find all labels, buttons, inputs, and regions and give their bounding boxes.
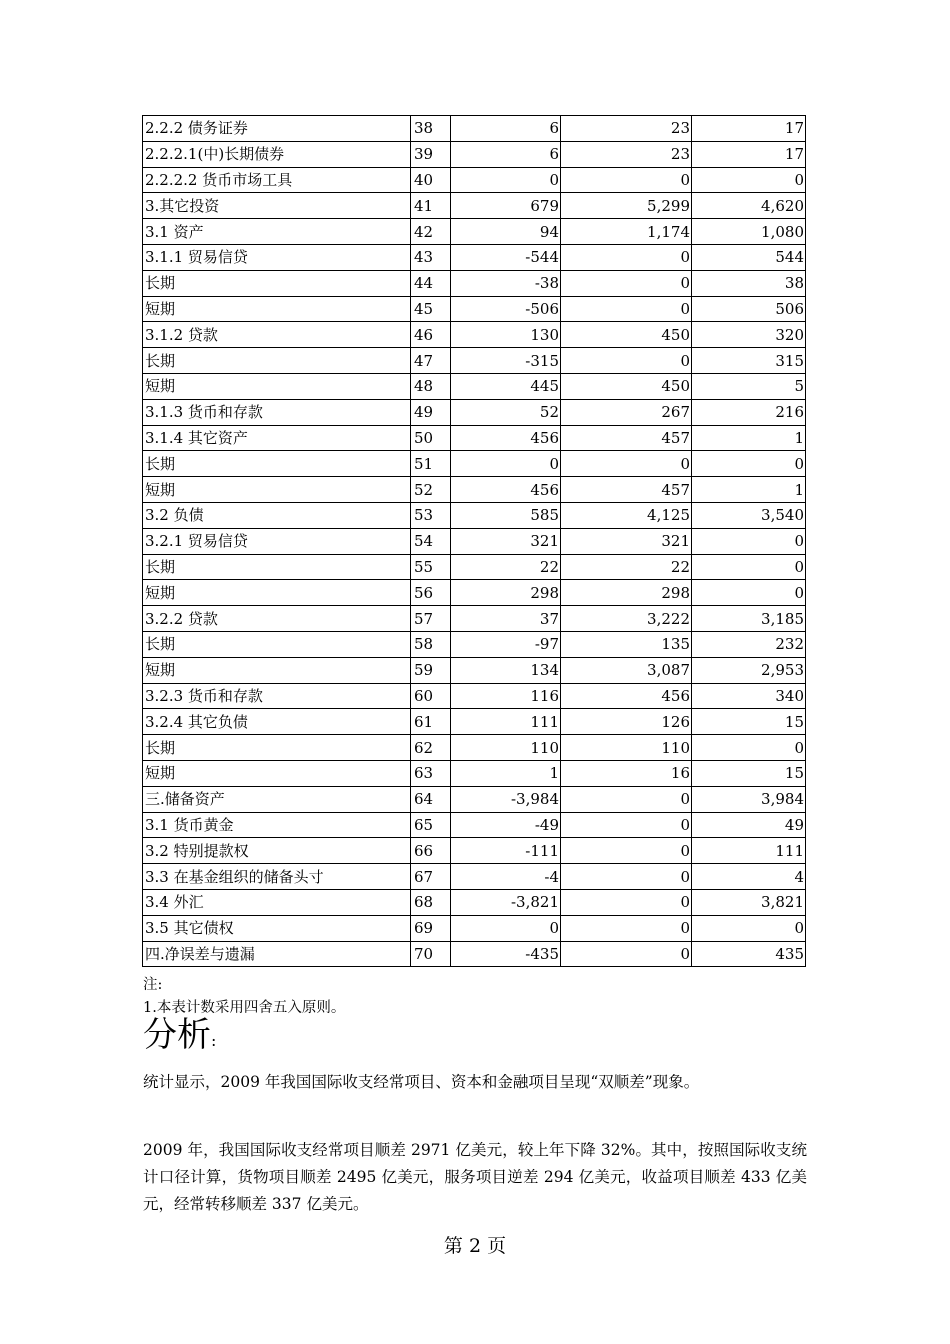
- table-row: [143, 193, 806, 219]
- debit-value-cell: 340: [692, 683, 806, 709]
- line-number-cell: 57: [411, 606, 451, 632]
- debit-value-cell: 5: [692, 373, 806, 399]
- table-row: [143, 528, 806, 554]
- line-number-cell: 49: [411, 399, 451, 425]
- credit-value-cell: 22: [561, 554, 692, 580]
- notes-label: 注:: [143, 977, 163, 993]
- debit-value-cell: 315: [692, 348, 806, 374]
- credit-value-cell: 0: [561, 244, 692, 270]
- debit-value-cell: 1,080: [692, 219, 806, 245]
- credit-value-cell: 457: [561, 425, 692, 451]
- credit-value-cell: 5,299: [561, 193, 692, 219]
- line-number-cell: 54: [411, 528, 451, 554]
- credit-value-cell: 3,222: [561, 606, 692, 632]
- table-row: [143, 786, 806, 812]
- debit-value-cell: 1: [692, 477, 806, 503]
- debit-value-cell: 38: [692, 270, 806, 296]
- item-name-cell: 3.2 特别提款权: [143, 838, 411, 864]
- line-number-cell: 58: [411, 631, 451, 657]
- credit-value-cell: 0: [561, 864, 692, 890]
- debit-value-cell: 0: [692, 528, 806, 554]
- credit-value-cell: 0: [561, 451, 692, 477]
- net-value-cell: 6: [451, 116, 561, 142]
- debit-value-cell: 544: [692, 244, 806, 270]
- net-value-cell: -544: [451, 244, 561, 270]
- table-row: [143, 915, 806, 941]
- net-value-cell: -38: [451, 270, 561, 296]
- table-row: [143, 244, 806, 270]
- item-name-cell: 3.1.2 贷款: [143, 322, 411, 348]
- debit-value-cell: 506: [692, 296, 806, 322]
- net-value-cell: 298: [451, 580, 561, 606]
- item-name-cell: 3.其它投资: [143, 193, 411, 219]
- net-value-cell: 111: [451, 709, 561, 735]
- table-row: [143, 812, 806, 838]
- table-row: [143, 554, 806, 580]
- line-number-cell: 50: [411, 425, 451, 451]
- table-row: [143, 606, 806, 632]
- line-number-cell: 45: [411, 296, 451, 322]
- analysis-heading: [143, 1015, 216, 1061]
- item-name-cell: 长期: [143, 348, 411, 374]
- notes-block: [143, 974, 345, 1020]
- debit-value-cell: 15: [692, 709, 806, 735]
- net-value-cell: 94: [451, 219, 561, 245]
- credit-value-cell: 450: [561, 322, 692, 348]
- net-value-cell: 52: [451, 399, 561, 425]
- line-number-cell: 68: [411, 889, 451, 915]
- debit-value-cell: 435: [692, 941, 806, 967]
- net-value-cell: 6: [451, 141, 561, 167]
- line-number-cell: 63: [411, 760, 451, 786]
- item-name-cell: 短期: [143, 760, 411, 786]
- table-row: [143, 399, 806, 425]
- table-row: [143, 116, 806, 142]
- item-name-cell: 3.1.4 其它资产: [143, 425, 411, 451]
- item-name-cell: 3.4 外汇: [143, 889, 411, 915]
- net-value-cell: 679: [451, 193, 561, 219]
- table-row: [143, 683, 806, 709]
- debit-value-cell: 1: [692, 425, 806, 451]
- line-number-cell: 42: [411, 219, 451, 245]
- item-name-cell: 3.1.1 贸易信贷: [143, 244, 411, 270]
- item-name-cell: 3.5 其它债权: [143, 915, 411, 941]
- table-row: [143, 889, 806, 915]
- net-value-cell: 445: [451, 373, 561, 399]
- item-name-cell: 3.2.2 贷款: [143, 606, 411, 632]
- line-number-cell: 51: [411, 451, 451, 477]
- debit-value-cell: 3,540: [692, 502, 806, 528]
- credit-value-cell: 0: [561, 941, 692, 967]
- credit-value-cell: 0: [561, 270, 692, 296]
- credit-value-cell: 0: [561, 889, 692, 915]
- debit-value-cell: 0: [692, 735, 806, 761]
- item-name-cell: 短期: [143, 477, 411, 503]
- debit-value-cell: 320: [692, 322, 806, 348]
- credit-value-cell: 1,174: [561, 219, 692, 245]
- line-number-cell: 48: [411, 373, 451, 399]
- debit-value-cell: 111: [692, 838, 806, 864]
- credit-value-cell: 0: [561, 786, 692, 812]
- net-value-cell: 22: [451, 554, 561, 580]
- net-value-cell: -4: [451, 864, 561, 890]
- net-value-cell: 130: [451, 322, 561, 348]
- item-name-cell: 四.净误差与遗漏: [143, 941, 411, 967]
- net-value-cell: -111: [451, 838, 561, 864]
- table-row: [143, 477, 806, 503]
- table-row: [143, 941, 806, 967]
- line-number-cell: 46: [411, 322, 451, 348]
- net-value-cell: -435: [451, 941, 561, 967]
- table-row: [143, 709, 806, 735]
- debit-value-cell: 2,953: [692, 657, 806, 683]
- debit-value-cell: 17: [692, 141, 806, 167]
- debit-value-cell: 0: [692, 915, 806, 941]
- table-row: [143, 502, 806, 528]
- debit-value-cell: 15: [692, 760, 806, 786]
- item-name-cell: 短期: [143, 373, 411, 399]
- credit-value-cell: 456: [561, 683, 692, 709]
- credit-value-cell: 298: [561, 580, 692, 606]
- net-value-cell: -506: [451, 296, 561, 322]
- credit-value-cell: 3,087: [561, 657, 692, 683]
- line-number-cell: 38: [411, 116, 451, 142]
- net-value-cell: -315: [451, 348, 561, 374]
- table-row: [143, 296, 806, 322]
- page-number: 第 2 页: [443, 1235, 507, 1257]
- item-name-cell: 短期: [143, 580, 411, 606]
- balance-of-payments-table: [142, 115, 806, 967]
- credit-value-cell: 23: [561, 116, 692, 142]
- credit-value-cell: 0: [561, 915, 692, 941]
- credit-value-cell: 0: [561, 812, 692, 838]
- item-name-cell: 2.2.2 债务证券: [143, 116, 411, 142]
- debit-value-cell: 3,984: [692, 786, 806, 812]
- debit-value-cell: 0: [692, 167, 806, 193]
- item-name-cell: 2.2.2.2 货币市场工具: [143, 167, 411, 193]
- net-value-cell: 456: [451, 477, 561, 503]
- net-value-cell: -3,984: [451, 786, 561, 812]
- item-name-cell: 2.2.2.1(中)长期债券: [143, 141, 411, 167]
- credit-value-cell: 457: [561, 477, 692, 503]
- debit-value-cell: 0: [692, 580, 806, 606]
- item-name-cell: 长期: [143, 631, 411, 657]
- credit-value-cell: 0: [561, 838, 692, 864]
- net-value-cell: -3,821: [451, 889, 561, 915]
- net-value-cell: -49: [451, 812, 561, 838]
- item-name-cell: 三.储备资产: [143, 786, 411, 812]
- line-number-cell: 43: [411, 244, 451, 270]
- line-number-cell: 69: [411, 915, 451, 941]
- line-number-cell: 61: [411, 709, 451, 735]
- item-name-cell: 长期: [143, 270, 411, 296]
- credit-value-cell: 135: [561, 631, 692, 657]
- table-row: [143, 141, 806, 167]
- table-row: [143, 838, 806, 864]
- net-value-cell: 0: [451, 167, 561, 193]
- line-number-cell: 64: [411, 786, 451, 812]
- credit-value-cell: 126: [561, 709, 692, 735]
- credit-value-cell: 0: [561, 348, 692, 374]
- table-row: [143, 864, 806, 890]
- line-number-cell: 53: [411, 502, 451, 528]
- net-value-cell: 456: [451, 425, 561, 451]
- line-number-cell: 66: [411, 838, 451, 864]
- line-number-cell: 65: [411, 812, 451, 838]
- line-number-cell: 52: [411, 477, 451, 503]
- table-row: [143, 580, 806, 606]
- item-name-cell: 3.1 资产: [143, 219, 411, 245]
- debit-value-cell: 4,620: [692, 193, 806, 219]
- credit-value-cell: 4,125: [561, 502, 692, 528]
- debit-value-cell: 4: [692, 864, 806, 890]
- item-name-cell: 3.1.3 货币和存款: [143, 399, 411, 425]
- net-value-cell: 116: [451, 683, 561, 709]
- analysis-paragraph-2: 2009 年，我国国际收支经常项目顺差 2971 亿美元，较上年下降 32%。其中，按照国际收支统计口径计算，货物项目顺差 2495 亿美元，服务项目逆差 294 亿美元，收益项目顺差 433 亿美元，经常转移顺差 337 亿美元。: [143, 1141, 807, 1213]
- note-item: 1.本表计数采用四舍五入原则。: [143, 1000, 346, 1016]
- table-row: [143, 373, 806, 399]
- item-name-cell: 3.2.1 贸易信贷: [143, 528, 411, 554]
- table-row: [143, 657, 806, 683]
- line-number-cell: 56: [411, 580, 451, 606]
- credit-value-cell: 450: [561, 373, 692, 399]
- credit-value-cell: 110: [561, 735, 692, 761]
- debit-value-cell: 216: [692, 399, 806, 425]
- table-row: [143, 760, 806, 786]
- table-body: [143, 116, 806, 967]
- credit-value-cell: 321: [561, 528, 692, 554]
- item-name-cell: 3.2 负债: [143, 502, 411, 528]
- line-number-cell: 59: [411, 657, 451, 683]
- credit-value-cell: 16: [561, 760, 692, 786]
- line-number-cell: 55: [411, 554, 451, 580]
- item-name-cell: 3.3 在基金组织的储备头寸: [143, 864, 411, 890]
- debit-value-cell: 0: [692, 451, 806, 477]
- item-name-cell: 长期: [143, 451, 411, 477]
- line-number-cell: 60: [411, 683, 451, 709]
- debit-value-cell: 3,185: [692, 606, 806, 632]
- table-row: [143, 167, 806, 193]
- line-number-cell: 62: [411, 735, 451, 761]
- item-name-cell: 3.2.4 其它负债: [143, 709, 411, 735]
- item-name-cell: 长期: [143, 554, 411, 580]
- table-row: [143, 270, 806, 296]
- item-name-cell: 3.1 货币黄金: [143, 812, 411, 838]
- debit-value-cell: 49: [692, 812, 806, 838]
- net-value-cell: 1: [451, 760, 561, 786]
- item-name-cell: 3.2.3 货币和存款: [143, 683, 411, 709]
- table-row: [143, 631, 806, 657]
- debit-value-cell: 0: [692, 554, 806, 580]
- credit-value-cell: 23: [561, 141, 692, 167]
- credit-value-cell: 267: [561, 399, 692, 425]
- table-row: [143, 425, 806, 451]
- credit-value-cell: 0: [561, 167, 692, 193]
- item-name-cell: 短期: [143, 657, 411, 683]
- analysis-title-colon: :: [211, 1031, 217, 1050]
- credit-value-cell: 0: [561, 296, 692, 322]
- debit-value-cell: 17: [692, 116, 806, 142]
- net-value-cell: -97: [451, 631, 561, 657]
- line-number-cell: 41: [411, 193, 451, 219]
- net-value-cell: 37: [451, 606, 561, 632]
- net-value-cell: 321: [451, 528, 561, 554]
- table-row: [143, 735, 806, 761]
- line-number-cell: 39: [411, 141, 451, 167]
- analysis-paragraph-1: 统计显示，2009 年我国国际收支经常项目、资本和金融项目呈现“双顺差”现象。: [143, 1073, 700, 1091]
- analysis-title-text: 分析: [143, 1015, 211, 1055]
- net-value-cell: 585: [451, 502, 561, 528]
- line-number-cell: 70: [411, 941, 451, 967]
- table-row: [143, 348, 806, 374]
- line-number-cell: 40: [411, 167, 451, 193]
- net-value-cell: 0: [451, 915, 561, 941]
- line-number-cell: 44: [411, 270, 451, 296]
- net-value-cell: 110: [451, 735, 561, 761]
- line-number-cell: 47: [411, 348, 451, 374]
- item-name-cell: 短期: [143, 296, 411, 322]
- table-row: [143, 219, 806, 245]
- net-value-cell: 134: [451, 657, 561, 683]
- debit-value-cell: 232: [692, 631, 806, 657]
- item-name-cell: 长期: [143, 735, 411, 761]
- line-number-cell: 67: [411, 864, 451, 890]
- table-row: [143, 451, 806, 477]
- net-value-cell: 0: [451, 451, 561, 477]
- table-row: [143, 322, 806, 348]
- debit-value-cell: 3,821: [692, 889, 806, 915]
